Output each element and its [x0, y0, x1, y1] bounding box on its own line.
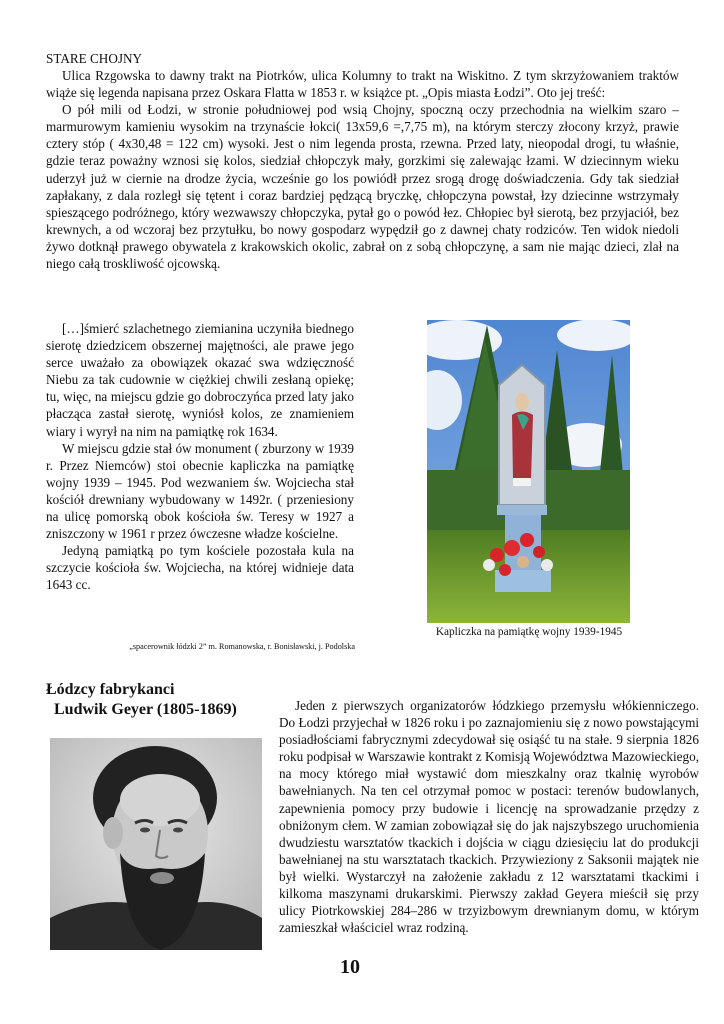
chapel-photo-caption: Kapliczka na pamiątkę wojny 1939-1945 — [435, 626, 623, 638]
source-citation: „spacerownik łódzki 2” m. Romanowska, r. Bonisławski, j. Podolska — [129, 642, 355, 651]
paragraph-geyer: Jeden z pierwszych organizatorów łódzkiego przemysłu włókienniczego. Do Łodzi przyjechał w 1826 roku i po zaznajomieniu się z nowo powstającymi posiadłościami fabrycznymi zdecydował się osiąść tu na stałe. 9 sierpnia 1826 roku podpisał w Warszawie kontrakt z Komisją Województwa Mazowieckiego, na mocy którego miał wystawić dom mieszkalny oraz tkalnię wyrobów bawełnianych. Na ten cel otrzymał pomoc w postaci: terenów budowlanych, zapewnienia pomocy przy budowie i licencję na sprowadzanie przędzy z obniżonym cłem. W zamian zobowiązał się do jak najszybszego uruchomienia dwudziestu warsztatów tkackich i dojścia w ciągu dziesięciu lat do produkcji bawełnianej na stu warsztatach tkackich. Przywieziony z Saksonii majątek nie był wielki. Wystarczył na założenie zakładu z 12 warsztatami tkackimi i kilkoma maszynami drukarskimi. Pierwszy zakład Geyera mieścił się przy ulicy Piotrkowskiej 284–286 w trzyizbowym drewnianym domu, w którym zamieszkał właściciel wraz rodziną. — [279, 698, 699, 936]
page-number: 10 — [340, 956, 360, 978]
chapel-photo — [427, 320, 630, 623]
quote-column — [46, 320, 354, 594]
paragraph-legend: O pół mili od Łodzi, w stronie południowej pod wsią Chojny, spoczną oczy przechodnia na wielkim szaro – marmurowym kamieniu wysokim na trzynaście łokci( 13x59,6 =,7,75 m), na którym sterczy złocony krzyż, prawie cztery stóp ( 4x30,48 = 122 cm) wysoki. Jest o nim legenda prosta, rzewna. Przed laty, nieopodal drogi, tu właśnie, gdzie teraz poważny wznosi się kolos, siedział chłopczyk mały, gorzkimi się zalewając łzami. W dziecinnym wieku uderzył już w ciernie na drodze życia, wcześnie go los powiódł przez srogą drogę doświadczenia. Gdy tak siedział zapłakany, z dala rozległ się tętent i coraz bardziej pędzącą bryczkę, chłopczyna powstał, łzy dziecinne wstrzymały spieszącego podróżnego, który wezwawszy chłopczyka, pytał go o powód łez. Chłopiec był sierotą, bez przyjaciół, bez krewnych, a od wczoraj bez przytułku, bo nowy gospodarz wypędził go z dawnej chaty rodziców. Ten widok niedoli żywo dotknął prawego obywatela z krakowskich okolic, zabrał on z sobą chłopczynę, a sam nie mając dzieci, zlał na niego całą troskliwość ojcowską. — [46, 102, 679, 272]
section-title-stare-chojny: STARE CHOJNY — [46, 51, 143, 66]
section-title-line1: Łódzcy fabrykanci — [46, 681, 175, 698]
paragraph-quote-3: Jedyną pamiątką po tym kościele pozostała kula na szczycie kościoła św. Wojciecha, na której widnieje data 1643 cc. — [46, 543, 354, 593]
section-title-fabrykanci — [46, 680, 237, 720]
section-title-line2: Ludwik Geyer (1805-1869) — [54, 701, 237, 718]
paragraph-quote-2: W miejscu gdzie stał ów monument ( zburzony w 1939 r. Przez Niemców) stoi obecnie kapliczka na pamiątkę wojny 1939 – 1945. Pod wezwaniem św. Wojciecha stał kościół drewniany wybudowany w 1492r. ( przeniesiony na ulicę pomorską obok kościoła św. Teresy w 1927 a zniszczony w 1961 r przez ówczesne władze kościelne. — [46, 440, 354, 542]
paragraph-intro: Ulica Rzgowska to dawny trakt na Piotrków, ulica Kolumny to trakt na Wiskitno. Z tym skrzyżowaniem traktów wiąże się legenda napisana przez Oskara Flatta w 1853 r. w książce pt. „Opis miasta Łodzi”. Oto jej treść: — [46, 68, 679, 101]
geyer-portrait-photo — [50, 738, 262, 950]
section1-body — [46, 67, 679, 272]
section2-body — [279, 697, 699, 936]
paragraph-quote-1: […]śmierć szlachetnego ziemianina uczyniła biednego sierotę dziedzicem obszernej majętności, ale prawe jego serce uważało za obowiązek okazać swa wdzięczność Niebu za tak cudownie w ciężkiej chwili zesłaną opiekę; tu, więc, na miejscu gdzie go dobroczyńca przed laty jako płacząca zastał sierotę, wyniósł kolos, ze znamieniem wiary i wyrył na nim na pamiątkę rok 1634. — [46, 321, 354, 439]
